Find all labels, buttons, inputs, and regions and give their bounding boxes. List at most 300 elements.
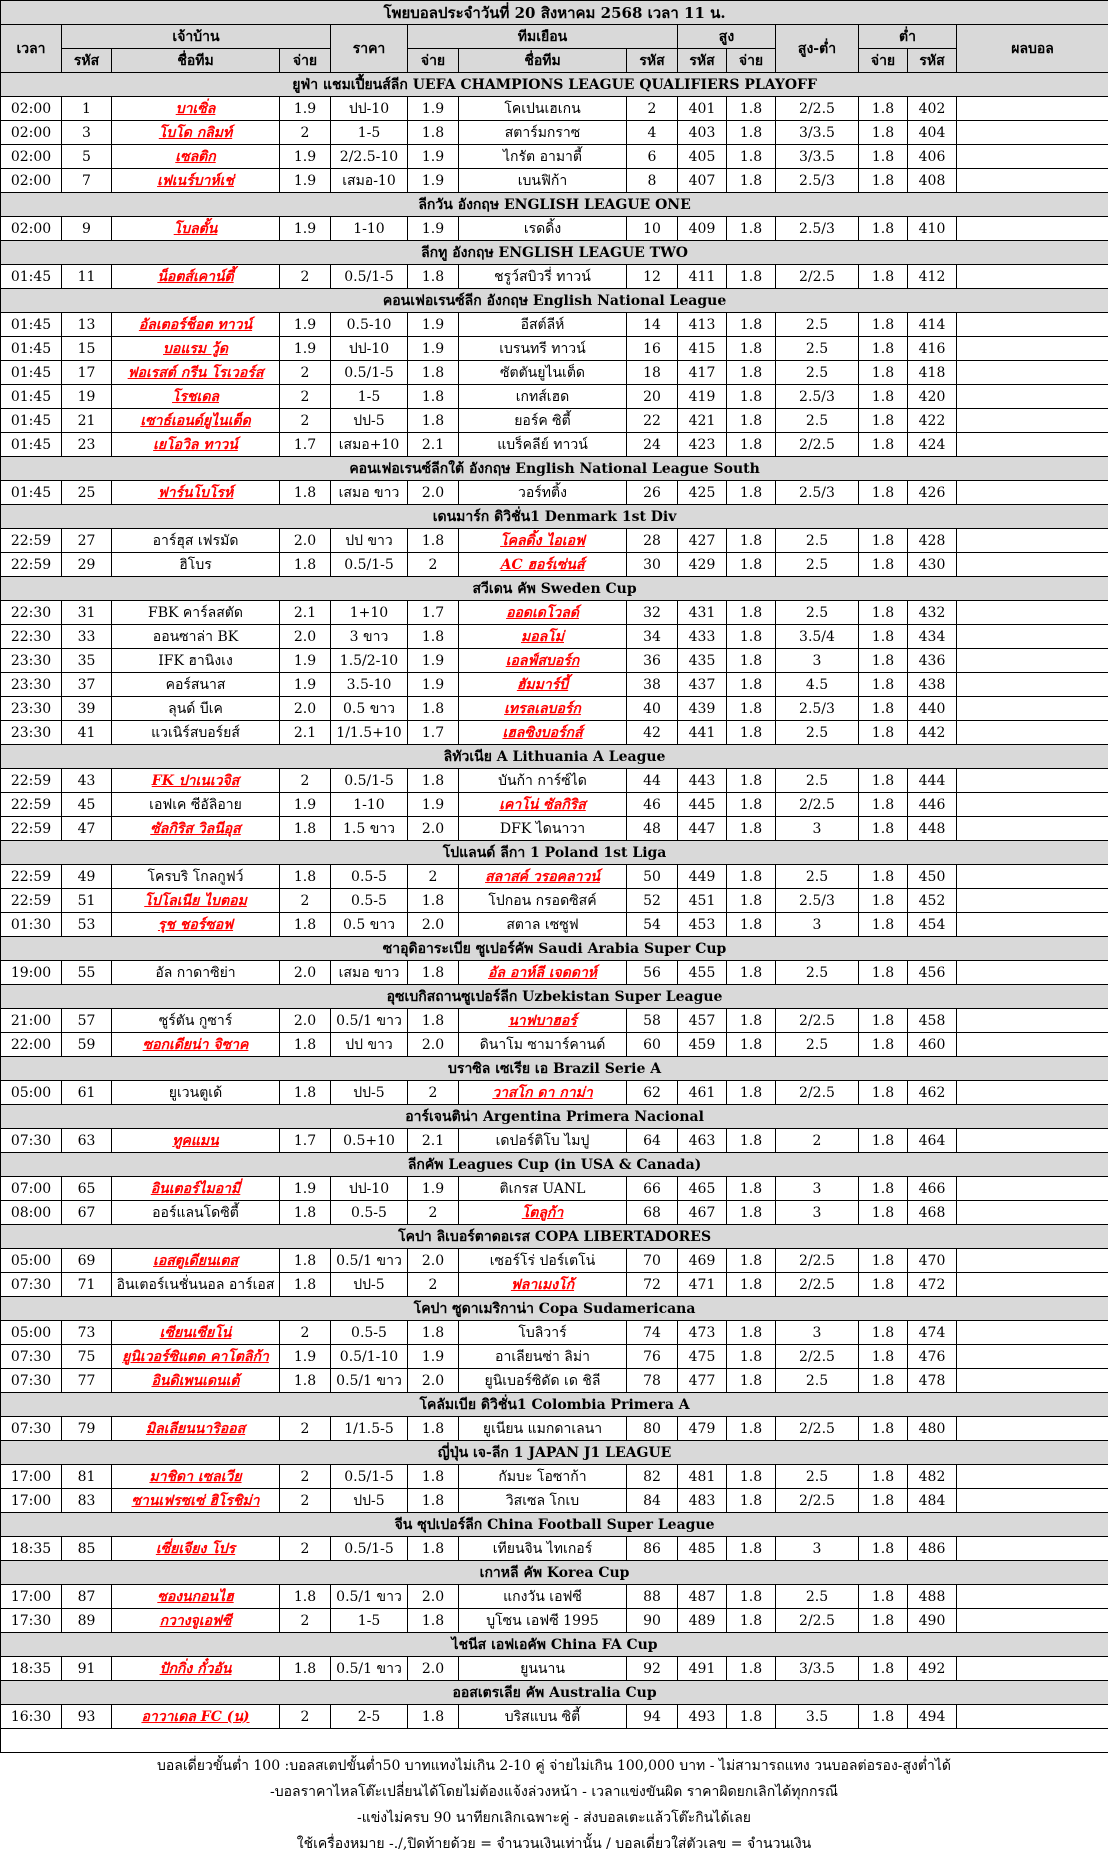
over-code: 419 [678, 385, 727, 409]
match-row [1, 913, 1108, 937]
home-team: อาร์ฮุส เฟรมัด [112, 529, 280, 553]
handicap: ปป-10 [331, 1177, 408, 1201]
under-pay: 1.8 [859, 97, 908, 121]
over-pay: 1.8 [727, 409, 776, 433]
over-pay: 1.8 [727, 961, 776, 985]
home-code: 83 [62, 1489, 112, 1513]
home-code: 77 [62, 1369, 112, 1393]
match-row [1, 1585, 1108, 1609]
home-pay: 2.0 [280, 961, 331, 985]
under-code: 494 [908, 1705, 957, 1729]
away-pay: 1.9 [408, 673, 459, 697]
header-result: ผลบอล [957, 25, 1108, 73]
over-code: 473 [678, 1321, 727, 1345]
home-team: ออนซาล่า BK [112, 625, 280, 649]
match-time: 01:45 [1, 265, 62, 289]
result-cell [957, 1465, 1108, 1489]
home-pay: 1.8 [280, 1081, 331, 1105]
away-pay: 2.0 [408, 1657, 459, 1681]
away-pay: 2.1 [408, 433, 459, 457]
home-pay: 1.8 [280, 865, 331, 889]
over-code: 405 [678, 145, 727, 169]
away-pay: 1.8 [408, 1417, 459, 1441]
home-code: 49 [62, 865, 112, 889]
overunder-line: 2.5 [776, 769, 859, 793]
home-team: FK ปาเนเวจิส [112, 769, 280, 793]
match-row [1, 697, 1108, 721]
handicap: 0.5/1 ขาว [331, 1657, 408, 1681]
away-team: อีสต์ลีห์ [459, 313, 627, 337]
league-name: ลิทัวเนีย A Lithuania A League [1, 745, 1108, 769]
result-cell [957, 649, 1108, 673]
home-pay: 2.0 [280, 697, 331, 721]
away-team: เซอร์โร่ ปอร์เตโน่ [459, 1249, 627, 1273]
match-time: 07:30 [1, 1369, 62, 1393]
away-code: 12 [627, 265, 678, 289]
under-pay: 1.8 [859, 1249, 908, 1273]
result-cell [957, 1249, 1108, 1273]
over-code: 469 [678, 1249, 727, 1273]
over-code: 453 [678, 913, 727, 937]
match-time: 07:30 [1, 1417, 62, 1441]
under-pay: 1.8 [859, 625, 908, 649]
home-pay: 2 [280, 1417, 331, 1441]
away-code: 46 [627, 793, 678, 817]
match-time: 22:30 [1, 601, 62, 625]
result-cell [957, 1657, 1108, 1681]
match-row [1, 1537, 1108, 1561]
result-cell [957, 1321, 1108, 1345]
home-team: มาชิดา เซลเวีย [112, 1465, 280, 1489]
under-pay: 1.8 [859, 721, 908, 745]
match-time: 05:00 [1, 1249, 62, 1273]
home-team: เซาธ์เอนด์ยูไนเต็ด [112, 409, 280, 433]
overunder-line: 2/2.5 [776, 1273, 859, 1297]
under-code: 466 [908, 1177, 957, 1201]
over-pay: 1.8 [727, 1081, 776, 1105]
spacer-cell [1, 1729, 1108, 1753]
over-pay: 1.8 [727, 121, 776, 145]
overunder-line: 3 [776, 1321, 859, 1345]
home-pay: 2 [280, 1321, 331, 1345]
under-pay: 1.8 [859, 409, 908, 433]
home-team: อินดิเพนเดนเต้ [112, 1369, 280, 1393]
match-row [1, 1657, 1108, 1681]
match-row [1, 625, 1108, 649]
over-code: 455 [678, 961, 727, 985]
handicap: 0.5/1-5 [331, 265, 408, 289]
match-time: 19:00 [1, 961, 62, 985]
home-code: 59 [62, 1033, 112, 1057]
away-team: ยูเนียน แมกดาเลนา [459, 1417, 627, 1441]
over-pay: 1.8 [727, 481, 776, 505]
under-pay: 1.8 [859, 1345, 908, 1369]
league-name: โคปา ลิเบอร์ตาดอเรส COPA LIBERTADORES [1, 1225, 1108, 1249]
home-code: 93 [62, 1705, 112, 1729]
header-row-2 [1, 49, 1108, 73]
under-code: 478 [908, 1369, 957, 1393]
handicap: 2/2.5-10 [331, 145, 408, 169]
match-row [1, 1705, 1108, 1729]
overunder-line: 2.5/3 [776, 697, 859, 721]
league-row [1, 1297, 1108, 1321]
home-pay: 2 [280, 1489, 331, 1513]
league-row [1, 577, 1108, 601]
home-pay: 1.8 [280, 1585, 331, 1609]
home-team: FBK คาร์ลสตัด [112, 601, 280, 625]
overunder-line: 2/2.5 [776, 1249, 859, 1273]
handicap: 1/1.5-5 [331, 1417, 408, 1441]
away-team: เกทส์เฮด [459, 385, 627, 409]
match-row [1, 1417, 1108, 1441]
away-team: วอร์ทติ้ง [459, 481, 627, 505]
result-cell [957, 1345, 1108, 1369]
under-code: 486 [908, 1537, 957, 1561]
over-pay: 1.8 [727, 721, 776, 745]
overunder-line: 2/2.5 [776, 793, 859, 817]
away-code: 30 [627, 553, 678, 577]
match-row [1, 217, 1108, 241]
result-cell [957, 337, 1108, 361]
header-under: ต่ำ [859, 25, 957, 49]
match-time: 01:45 [1, 337, 62, 361]
result-cell [957, 673, 1108, 697]
home-team: น็อตส์เคาน์ตี้ [112, 265, 280, 289]
home-code: 27 [62, 529, 112, 553]
under-code: 416 [908, 337, 957, 361]
over-code: 447 [678, 817, 727, 841]
over-code: 475 [678, 1345, 727, 1369]
match-time: 07:00 [1, 1177, 62, 1201]
under-pay: 1.8 [859, 121, 908, 145]
home-team: โปโลเนีย ไบตอม [112, 889, 280, 913]
over-pay: 1.8 [727, 433, 776, 457]
overunder-line: 2.5 [776, 313, 859, 337]
match-row [1, 793, 1108, 817]
league-row [1, 193, 1108, 217]
match-row [1, 121, 1108, 145]
over-code: 491 [678, 1657, 727, 1681]
home-team: ยูเวนตูเด้ [112, 1081, 280, 1105]
home-code: 45 [62, 793, 112, 817]
under-code: 428 [908, 529, 957, 553]
away-code: 40 [627, 697, 678, 721]
result-cell [957, 625, 1108, 649]
match-time: 22:59 [1, 529, 62, 553]
away-pay: 1.8 [408, 409, 459, 433]
result-cell [957, 433, 1108, 457]
away-code: 92 [627, 1657, 678, 1681]
away-team: เคาโน่ ซัลกิริส [459, 793, 627, 817]
league-name: จีน ซุปเปอร์ลีก China Football Super League [1, 1513, 1108, 1537]
result-cell [957, 1033, 1108, 1057]
handicap: ปป-5 [331, 1273, 408, 1297]
away-code: 16 [627, 337, 678, 361]
match-row [1, 961, 1108, 985]
home-code: 61 [62, 1081, 112, 1105]
over-code: 493 [678, 1705, 727, 1729]
away-pay: 2 [408, 865, 459, 889]
over-pay: 1.8 [727, 97, 776, 121]
result-cell [957, 1129, 1108, 1153]
over-pay: 1.8 [727, 1321, 776, 1345]
home-code: 75 [62, 1345, 112, 1369]
away-team: ฟลาเมงโก้ [459, 1273, 627, 1297]
league-row [1, 73, 1108, 97]
over-pay: 1.8 [727, 529, 776, 553]
overunder-line: 2.5 [776, 1033, 859, 1057]
home-team: อินเตอร์ไมอามี่ [112, 1177, 280, 1201]
over-pay: 1.8 [727, 1345, 776, 1369]
away-code: 80 [627, 1417, 678, 1441]
home-team: ลุนด์ บีเค [112, 697, 280, 721]
home-code: 47 [62, 817, 112, 841]
home-pay: 2 [280, 769, 331, 793]
match-time: 22:30 [1, 625, 62, 649]
overunder-line: 4.5 [776, 673, 859, 697]
away-team: สลาสค์ วรอคลาวน์ [459, 865, 627, 889]
result-cell [957, 361, 1108, 385]
match-time: 22:00 [1, 1033, 62, 1057]
under-pay: 1.8 [859, 169, 908, 193]
header-row-1 [1, 25, 1108, 49]
away-pay: 1.9 [408, 1345, 459, 1369]
away-code: 82 [627, 1465, 678, 1489]
away-pay: 1.8 [408, 1465, 459, 1489]
header-overunder: สูง-ต่ำ [776, 25, 859, 73]
over-pay: 1.8 [727, 361, 776, 385]
handicap: 3.5-10 [331, 673, 408, 697]
away-team: ฮัมมาร์บี้ [459, 673, 627, 697]
result-cell [957, 1009, 1108, 1033]
match-time: 08:00 [1, 1201, 62, 1225]
home-code: 31 [62, 601, 112, 625]
away-code: 70 [627, 1249, 678, 1273]
match-row [1, 313, 1108, 337]
away-code: 74 [627, 1321, 678, 1345]
handicap: ปป-10 [331, 337, 408, 361]
league-name: เดนมาร์ก ดิวิชั่น1 Denmark 1st Div [1, 505, 1108, 529]
result-cell [957, 1201, 1108, 1225]
home-code: 17 [62, 361, 112, 385]
home-code: 51 [62, 889, 112, 913]
away-pay: 1.7 [408, 601, 459, 625]
result-cell [957, 265, 1108, 289]
under-code: 434 [908, 625, 957, 649]
under-code: 424 [908, 433, 957, 457]
home-pay: 2 [280, 361, 331, 385]
home-code: 63 [62, 1129, 112, 1153]
result-cell [957, 1273, 1108, 1297]
under-pay: 1.8 [859, 313, 908, 337]
under-code: 408 [908, 169, 957, 193]
league-name: ซาอุดิอาระเบีย ซูเปอร์คัพ Saudi Arabia Super Cup [1, 937, 1108, 961]
over-pay: 1.8 [727, 601, 776, 625]
overunder-line: 2.5 [776, 337, 859, 361]
league-row [1, 937, 1108, 961]
home-team: ทูคแมน [112, 1129, 280, 1153]
footer-note: ใช้เครื่องหมาย -./,ปิดท้ายด้วย = จำนวนเงินเท่านั้น / บอลเดี่ยวใส่ตัวเลข = จำนวนเงิน [296, 1836, 812, 1852]
handicap: เสมอ ขาว [331, 961, 408, 985]
match-time: 22:59 [1, 769, 62, 793]
away-team: DFK ไดนาวา [459, 817, 627, 841]
league-name: คอนเฟอเรนซ์ลีกใต้ อังกฤษ English National League South [1, 457, 1108, 481]
match-time: 02:00 [1, 145, 62, 169]
under-pay: 1.8 [859, 481, 908, 505]
match-row [1, 817, 1108, 841]
result-cell [957, 913, 1108, 937]
league-row [1, 1105, 1108, 1129]
over-code: 413 [678, 313, 727, 337]
under-code: 452 [908, 889, 957, 913]
over-code: 425 [678, 481, 727, 505]
away-pay: 1.8 [408, 697, 459, 721]
over-pay: 1.8 [727, 625, 776, 649]
away-code: 28 [627, 529, 678, 553]
header-away-code: รหัส [627, 49, 678, 73]
overunder-line: 2.5 [776, 961, 859, 985]
home-pay: 2.1 [280, 601, 331, 625]
away-pay: 1.9 [408, 313, 459, 337]
home-team: ฟอเรสต์ กรีน โรเวอร์ส [112, 361, 280, 385]
home-pay: 1.9 [280, 217, 331, 241]
over-code: 481 [678, 1465, 727, 1489]
result-cell [957, 529, 1108, 553]
away-pay: 1.8 [408, 1537, 459, 1561]
header-under-pay: จ่าย [859, 49, 908, 73]
away-pay: 1.8 [408, 265, 459, 289]
league-name: บราซิล เซเรีย เอ Brazil Serie A [1, 1057, 1108, 1081]
over-code: 427 [678, 529, 727, 553]
home-team: บอแรม วู้ด [112, 337, 280, 361]
away-team: AC ฮอร์เซ่นส์ [459, 553, 627, 577]
over-pay: 1.8 [727, 265, 776, 289]
home-code: 55 [62, 961, 112, 985]
match-time: 23:30 [1, 721, 62, 745]
under-pay: 1.8 [859, 889, 908, 913]
over-code: 487 [678, 1585, 727, 1609]
overunder-line: 3.5/4 [776, 625, 859, 649]
over-code: 471 [678, 1273, 727, 1297]
away-code: 86 [627, 1537, 678, 1561]
away-code: 26 [627, 481, 678, 505]
away-pay: 2 [408, 1081, 459, 1105]
match-time: 23:30 [1, 697, 62, 721]
home-pay: 2 [280, 889, 331, 913]
away-pay: 1.9 [408, 793, 459, 817]
away-pay: 1.8 [408, 385, 459, 409]
match-time: 22:59 [1, 553, 62, 577]
match-row [1, 1129, 1108, 1153]
match-time: 17:30 [1, 1609, 62, 1633]
away-code: 36 [627, 649, 678, 673]
home-pay: 1.9 [280, 97, 331, 121]
result-cell [957, 865, 1108, 889]
away-pay: 2.0 [408, 1585, 459, 1609]
under-pay: 1.8 [859, 1201, 908, 1225]
home-pay: 1.9 [280, 313, 331, 337]
overunder-line: 2/2.5 [776, 1081, 859, 1105]
header-home-code: รหัส [62, 49, 112, 73]
overunder-line: 3 [776, 913, 859, 937]
over-code: 459 [678, 1033, 727, 1057]
handicap: 0.5/1-10 [331, 1345, 408, 1369]
home-code: 69 [62, 1249, 112, 1273]
home-team: ซัลกิริส วิลนีอุส [112, 817, 280, 841]
home-pay: 2.1 [280, 721, 331, 745]
header-away: ทีมเยือน [408, 25, 678, 49]
over-code: 403 [678, 121, 727, 145]
league-row [1, 1513, 1108, 1537]
over-pay: 1.8 [727, 1609, 776, 1633]
away-code: 54 [627, 913, 678, 937]
home-pay: 1.8 [280, 481, 331, 505]
handicap: 0.5/1-5 [331, 553, 408, 577]
match-row [1, 673, 1108, 697]
home-pay: 2 [280, 385, 331, 409]
league-row [1, 1393, 1108, 1417]
away-pay: 2 [408, 1201, 459, 1225]
away-code: 58 [627, 1009, 678, 1033]
home-code: 35 [62, 649, 112, 673]
match-time: 16:30 [1, 1705, 62, 1729]
handicap: 3 ขาว [331, 625, 408, 649]
league-name: สวีเดน คัพ Sweden Cup [1, 577, 1108, 601]
handicap: 1-10 [331, 793, 408, 817]
away-code: 10 [627, 217, 678, 241]
match-row [1, 337, 1108, 361]
over-code: 409 [678, 217, 727, 241]
match-time: 01:45 [1, 433, 62, 457]
league-name: ออสเตรเลีย คัพ Australia Cup [1, 1681, 1108, 1705]
match-time: 01:45 [1, 313, 62, 337]
handicap: 0.5 ขาว [331, 697, 408, 721]
home-code: 91 [62, 1657, 112, 1681]
over-code: 401 [678, 97, 727, 121]
result-cell [957, 1585, 1108, 1609]
over-pay: 1.8 [727, 217, 776, 241]
away-code: 18 [627, 361, 678, 385]
home-code: 79 [62, 1417, 112, 1441]
match-time: 02:00 [1, 169, 62, 193]
under-pay: 1.8 [859, 817, 908, 841]
home-code: 9 [62, 217, 112, 241]
away-team: โคเปนเฮเกน [459, 97, 627, 121]
away-team: เฮลซิงบอร์กส์ [459, 721, 627, 745]
result-cell [957, 169, 1108, 193]
match-time: 18:35 [1, 1537, 62, 1561]
handicap: 0.5/1 ขาว [331, 1249, 408, 1273]
page-title: โพยบอลประจำวันที่ 20 สิงหาคม 2568 เวลา 11 น. [1, 1, 1108, 25]
result-cell [957, 769, 1108, 793]
over-code: 441 [678, 721, 727, 745]
league-row [1, 505, 1108, 529]
away-code: 6 [627, 145, 678, 169]
under-pay: 1.8 [859, 913, 908, 937]
match-time: 02:00 [1, 217, 62, 241]
home-team: เซลติก [112, 145, 280, 169]
home-team: เอฟเค ซีอัลิอาย [112, 793, 280, 817]
under-code: 474 [908, 1321, 957, 1345]
league-name: โปแลนด์ ลีกา 1 Poland 1st Liga [1, 841, 1108, 865]
handicap: 1-10 [331, 217, 408, 241]
away-team: แบร็คลีย์ ทาวน์ [459, 433, 627, 457]
home-pay: 1.8 [280, 1273, 331, 1297]
away-team: อัล อาห์ลี เจดดาห์ [459, 961, 627, 985]
away-team: ชรูว์สบิวรี่ ทาวน์ [459, 265, 627, 289]
under-pay: 1.8 [859, 1657, 908, 1681]
home-pay: 2 [280, 409, 331, 433]
